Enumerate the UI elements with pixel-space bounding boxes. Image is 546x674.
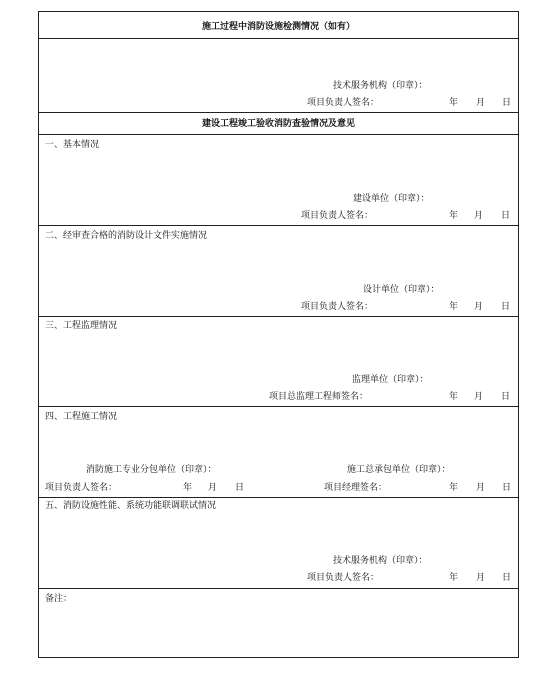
supervision-heading: 三、工程监理情况 xyxy=(45,321,118,331)
date-day: 日 xyxy=(501,211,511,221)
date-month: 月 xyxy=(474,211,484,221)
divider xyxy=(39,134,518,135)
fire-test-org-label: 技术服务机构（印章）： xyxy=(333,81,428,91)
date-day: 日 xyxy=(501,392,511,402)
date-day: 日 xyxy=(502,483,512,493)
subcontractor-signer-label: 项目负责人签名： xyxy=(45,483,118,493)
divider xyxy=(39,316,518,317)
remarks-heading: 备注： xyxy=(45,594,73,604)
acceptance-form xyxy=(38,11,519,658)
divider xyxy=(39,112,518,113)
divider xyxy=(39,406,518,407)
date-day: 日 xyxy=(502,573,512,583)
date-day: 日 xyxy=(501,302,511,312)
date-month: 月 xyxy=(208,483,218,493)
testing-org-label: 技术服务机构（印章）： xyxy=(333,556,428,566)
date-day: 日 xyxy=(502,98,512,108)
date-year: 年 xyxy=(449,302,459,312)
date-day: 日 xyxy=(235,483,245,493)
divider xyxy=(39,225,518,226)
date-month: 月 xyxy=(476,98,486,108)
basic-org-label: 建设单位（印章）： xyxy=(353,194,430,204)
design-heading: 二、经审查合格的消防设计文件实施情况 xyxy=(45,231,208,241)
date-year: 年 xyxy=(449,211,459,221)
construction-heading: 四、工程施工情况 xyxy=(45,412,118,422)
basic-heading: 一、基本情况 xyxy=(45,140,100,150)
general-contractor-signer-label: 项目经理签名： xyxy=(324,483,388,493)
date-year: 年 xyxy=(449,483,459,493)
testing-signer-label: 项目负责人签名： xyxy=(307,573,380,583)
fire-test-title: 施工过程中消防设施检测情况（如有） xyxy=(201,22,355,32)
date-month: 月 xyxy=(476,573,486,583)
basic-signer-label: 项目负责人签名： xyxy=(301,211,374,221)
testing-heading: 五、消防设施性能、系统功能联调联试情况 xyxy=(45,501,217,511)
date-year: 年 xyxy=(183,483,193,493)
date-year: 年 xyxy=(449,392,459,402)
date-year: 年 xyxy=(449,98,459,108)
supervision-org-label: 监理单位（印章）： xyxy=(352,375,429,385)
design-org-label: 设计单位（印章）： xyxy=(363,285,440,295)
design-signer-label: 项目负责人签名： xyxy=(301,302,374,312)
date-year: 年 xyxy=(449,573,459,583)
divider xyxy=(39,38,518,39)
general-contractor-org-label: 施工总承包单位（印章）： xyxy=(347,465,451,475)
date-month: 月 xyxy=(476,483,486,493)
divider xyxy=(39,588,518,589)
subcontractor-org-label: 消防施工专业分包单位（印章）： xyxy=(86,465,217,475)
date-month: 月 xyxy=(474,392,484,402)
date-month: 月 xyxy=(474,302,484,312)
acceptance-title: 建设工程竣工验收消防查验情况及意见 xyxy=(201,119,355,129)
divider xyxy=(39,497,518,498)
supervision-signer-label: 项目总监理工程师签名： xyxy=(269,392,369,402)
fire-test-signer-label: 项目负责人签名： xyxy=(307,98,380,108)
